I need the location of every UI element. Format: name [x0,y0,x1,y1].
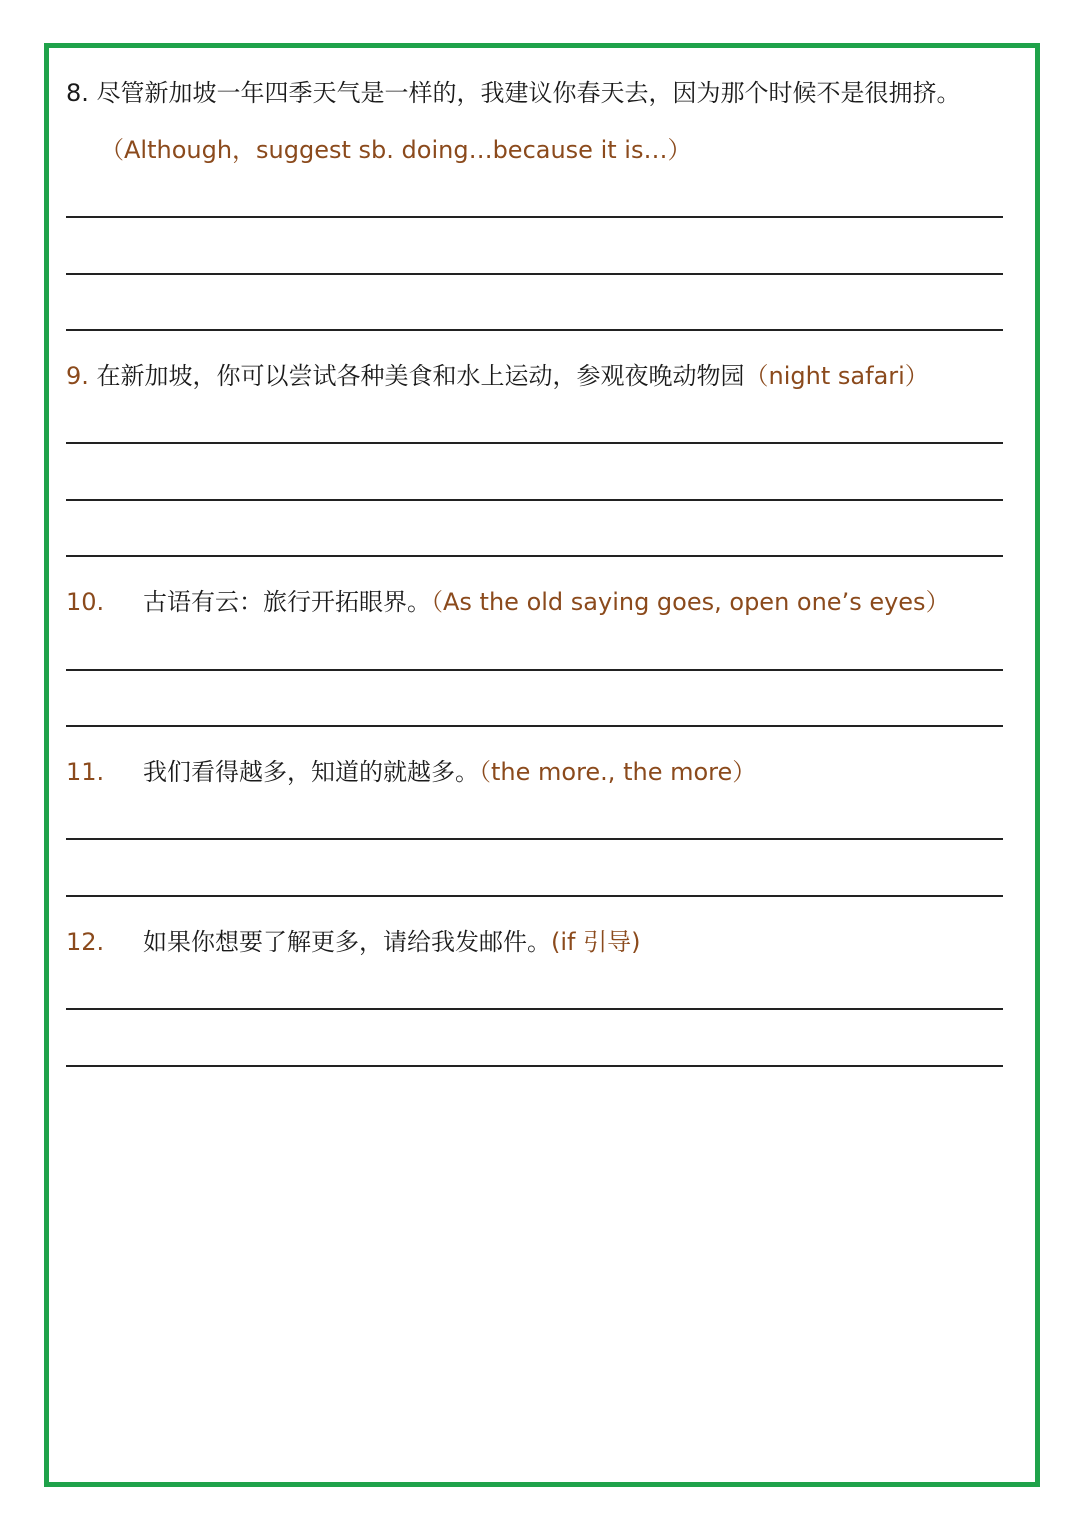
question-hint: （As the old saying goes, open one’s eyes） [431,588,950,616]
answer-line[interactable] [66,555,1003,557]
answer-line[interactable] [66,499,1003,501]
question-number: 9. [66,362,89,390]
answer-line[interactable] [66,895,1003,897]
question-text: 我们看得越多，知道的就越多。 [143,758,479,786]
question-number: 12. [66,928,105,956]
answer-line[interactable] [66,216,1003,218]
question-number: 10. [66,588,105,616]
question-11 [66,755,756,789]
question-text: 在新加坡，你可以尝试各种美食和水上运动，参观夜晚动物园 [96,362,745,390]
question-text: 古语有云：旅行开拓眼界。 [143,588,431,616]
question-9 [66,359,929,393]
question-number: 11. [66,758,105,786]
answer-line[interactable] [66,329,1003,331]
answer-line[interactable] [66,1065,1003,1067]
question-number: 8. [66,79,89,107]
question-hint: （the more., the more） [479,758,757,786]
answer-line[interactable] [66,838,1003,840]
answer-line[interactable] [66,442,1003,444]
answer-line[interactable] [66,1008,1003,1010]
answer-line[interactable] [66,273,1003,275]
question-text: 尽管新加坡一年四季天气是一样的，我建议你春天去，因为那个时候不是很拥挤。 [96,79,961,107]
answer-line[interactable] [66,669,1003,671]
question-text: 如果你想要了解更多，请给我发邮件。 [143,928,551,956]
question-8-hint: （Although，suggest sb. doing…because it is…） [100,136,692,164]
question-8 [66,76,961,110]
answer-line[interactable] [66,725,1003,727]
question-hint: （night safari） [744,362,929,390]
question-12 [66,925,640,959]
question-hint: (if 引导) [551,928,641,956]
question-10 [66,585,950,619]
